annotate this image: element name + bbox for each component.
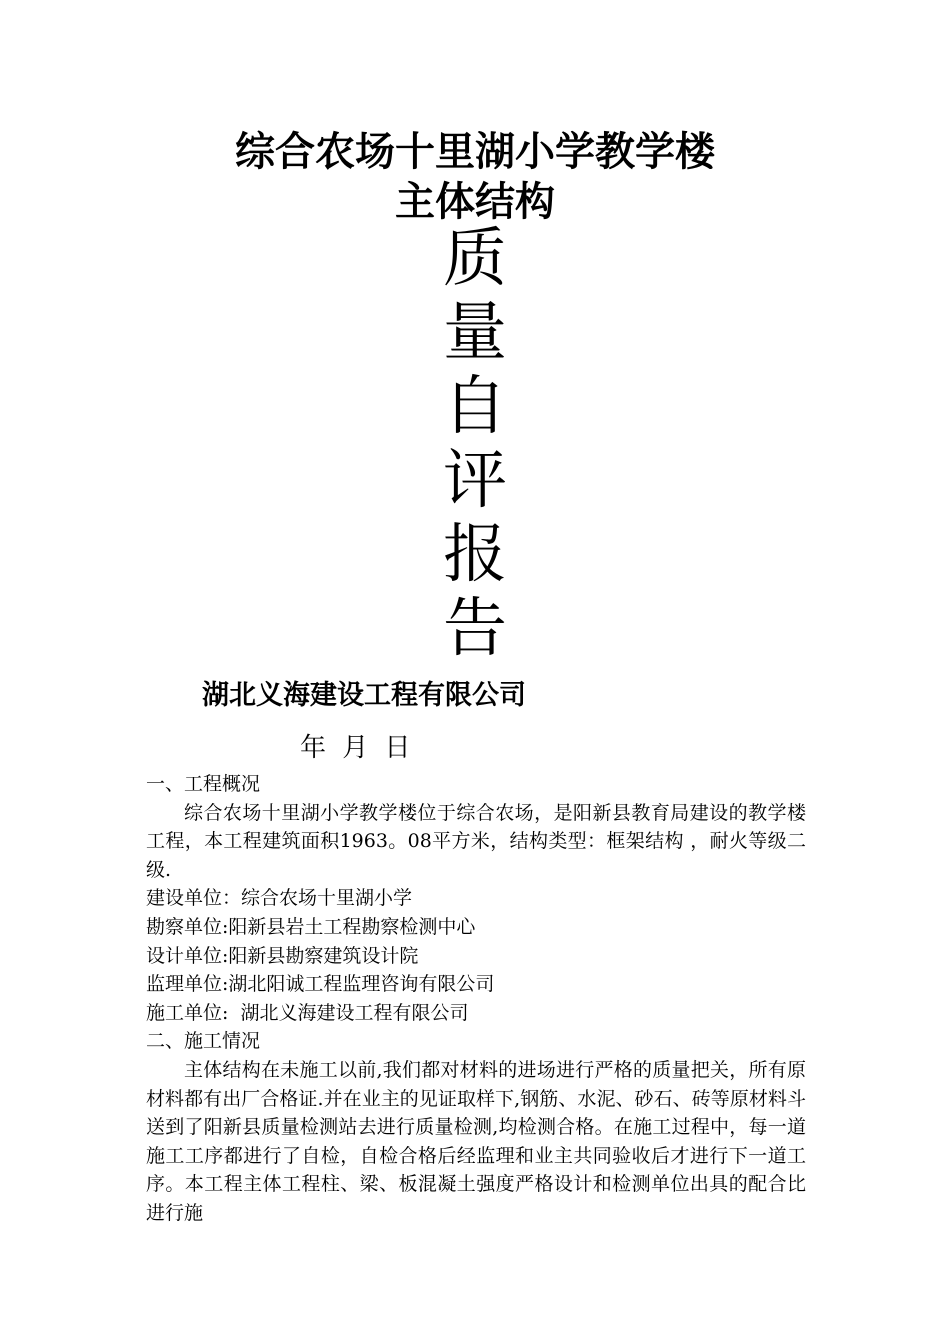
- report-title-char: 自: [443, 370, 507, 444]
- cover-title-line2: 主体结构: [395, 179, 555, 225]
- section-heading-overview: 一、工程概况: [146, 773, 261, 795]
- report-title-char: 量: [443, 296, 507, 370]
- report-title-char: 评: [443, 444, 507, 518]
- unit-line-design: 设计单位:阳新县勘察建筑设计院: [146, 944, 419, 967]
- unit-line-owner: 建设单位：综合农场十里湖小学: [146, 887, 413, 910]
- cover-date: 年 月 日: [300, 733, 411, 763]
- report-title-char: 告: [443, 592, 507, 666]
- unit-line-construction: 施工单位: 湖北义海建设工程有限公司: [146, 1001, 469, 1024]
- section-heading-construction: 二、施工情况: [146, 1030, 261, 1053]
- unit-line-survey: 勘察单位:阳新县岩土工程勘察检测中心: [146, 915, 476, 938]
- cover-report-title-vertical: [425, 222, 525, 666]
- report-title-char: 报: [443, 518, 507, 592]
- cover-title-line1: 综合农场十里湖小学教学楼: [235, 129, 715, 175]
- report-body: [146, 770, 806, 1228]
- construction-paragraph: 主体结构在未施工以前,我们都对材料的进场进行严格的质量把关，所有原材料都有出厂合格证.并在业主的见证取样下,钢筋、水泥、砂石、砖等原材料斗送到了阳新县质量检测站去进行质量检测,均检测合格。在施工过程中，每一道施工工序都进行了自检，自检合格后经监理和业主共同验收后才进行下一道工序。本工程主体工程柱、梁、板混凝土强度严格设计和检测单位出具的配合比进行施: [146, 1058, 806, 1224]
- overview-paragraph: 综合农场十里湖小学教学楼位于综合农场，是阳新县教育局建设的教学楼工程，本工程建筑面积1963。08平方米，结构类型：框架结构 ，耐火等级二级.: [146, 801, 806, 881]
- unit-line-supervision: 监理单位:湖北阳诚工程监理咨询有限公司: [146, 973, 495, 996]
- report-title-char: 质: [443, 222, 507, 296]
- cover-company-name: 湖北义海建设工程有限公司: [202, 680, 526, 711]
